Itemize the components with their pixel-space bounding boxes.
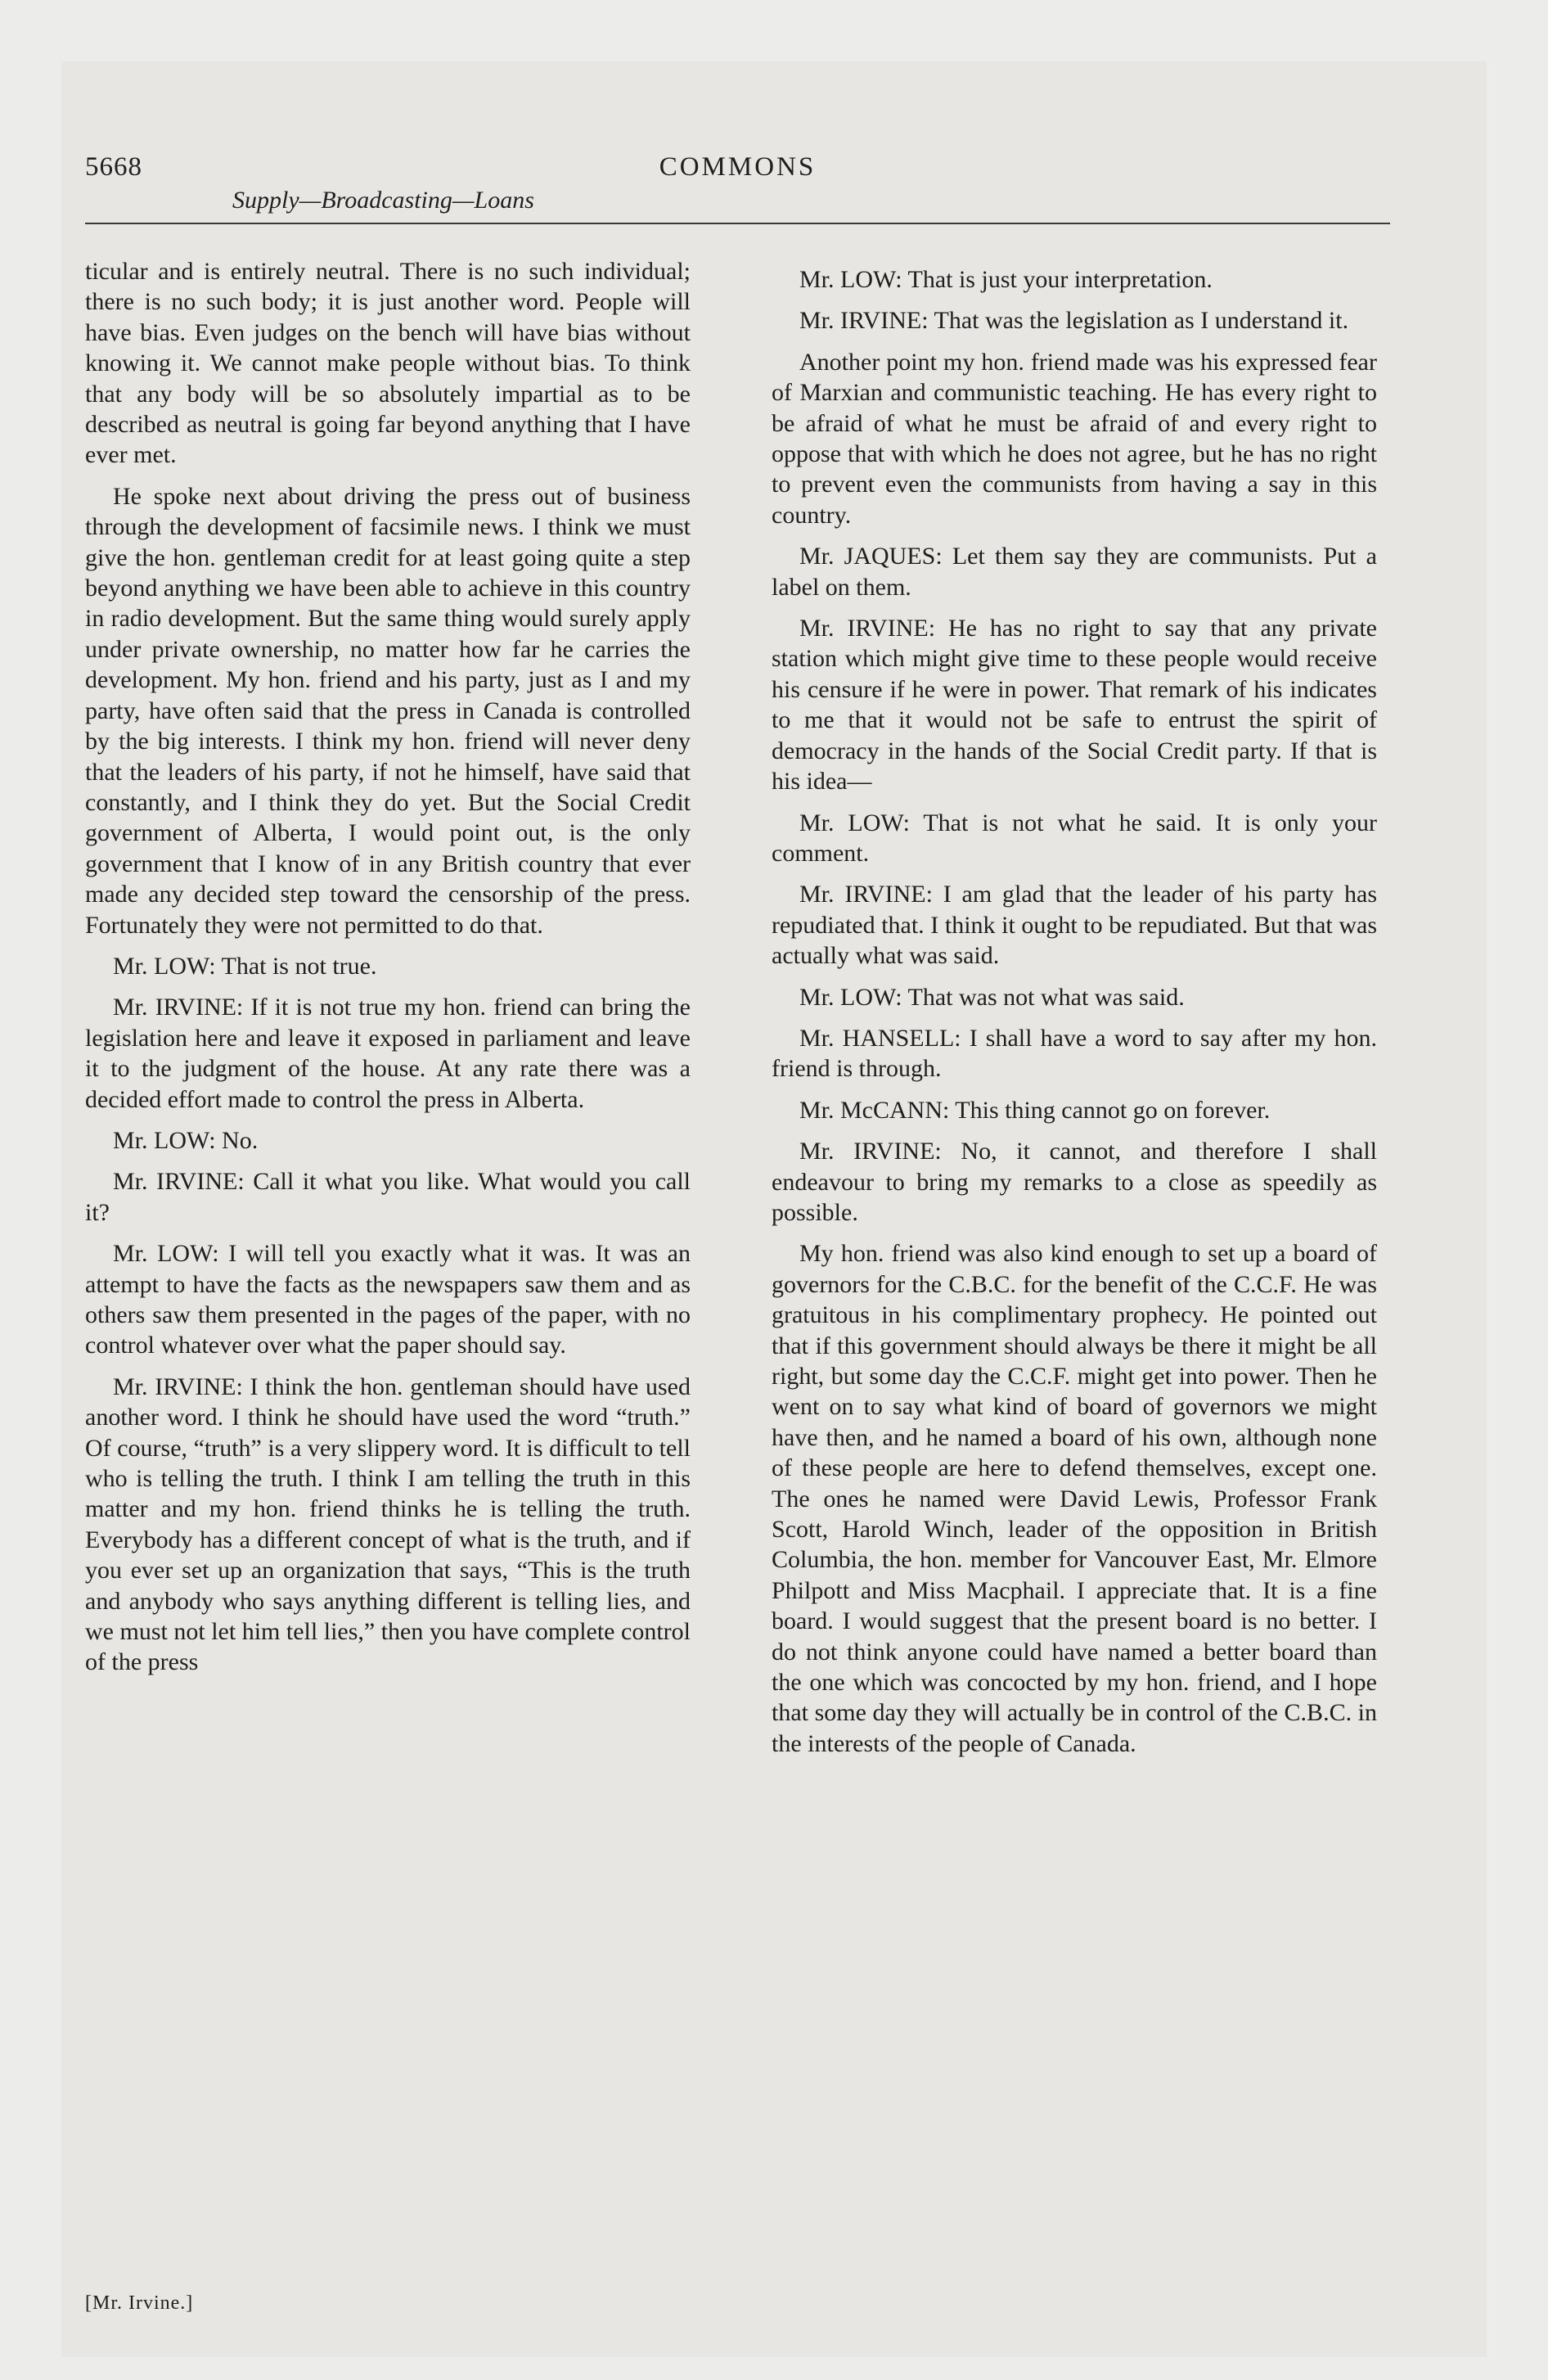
speech-paragraph: Mr. McCANN: This thing cannot go on forever. <box>799 1096 1271 1124</box>
right-column <box>772 256 1377 1769</box>
speech-paragraph: Mr. LOW: That is not what he said. It is only your comment. <box>772 809 1377 867</box>
speech-paragraph: Mr. LOW: That is just your interpretation. <box>799 266 1213 293</box>
speech-paragraph: Mr. LOW: I will tell you exactly what it was. It was an attempt to have the facts as the newspapers saw them and as others saw them presented in the pages of the paper, with no control whatever over what the paper should say. <box>85 1240 691 1359</box>
speech-paragraph: Mr. IRVINE: No, it cannot, and therefore I shall endeavour to bring my remarks to a close as speedily as possible. <box>772 1138 1377 1226</box>
speech-paragraph: Mr. LOW: That was not what was said. <box>799 983 1185 1011</box>
speech-paragraph: Mr. IRVINE: If it is not true my hon. friend can bring the legislation here and leave it exposed in parliament and leave it to the judgment of the house. At any rate there was a decided effort made to control the press in Alberta. <box>85 994 691 1113</box>
page-header <box>85 137 1390 229</box>
page-footer: [Mr. Irvine.] <box>85 2292 194 2314</box>
paragraph: Another point my hon. friend made was his expressed fear of Marxian and communistic teaching. He has every right to be afraid of what he must be afraid of and every right to oppose that with which he does not agree, but he has no right to prevent even the communists from having a say in this country. <box>772 348 1377 529</box>
page-number: 5668 <box>85 152 142 182</box>
paragraph: ticular and is entirely neutral. There is no such individual; there is no such body; it is just another word. People will have bias. Even judges on the bench will have bias without knowing it. We cannot make people without bias. To think that any body will be so absolutely impartial as to be described as neutral is going far beyond anything that I have ever met. <box>85 258 691 469</box>
hansard-page <box>85 137 1390 2315</box>
running-title: COMMONS <box>659 152 817 182</box>
speech-paragraph: Mr. LOW: That is not true. <box>113 952 377 980</box>
left-column <box>85 256 691 1688</box>
speech-paragraph: Mr. JAQUES: Let them say they are communists. Put a label on them. <box>772 543 1377 601</box>
subject-line: Supply—Broadcasting—Loans <box>232 187 534 214</box>
speech-paragraph: Mr. IRVINE: I think the hon. gentleman should have used another word. I think he should have used the word “truth.” Of course, “truth” is a very slippery word. It is difficult to tell who is telling the truth. I think I am telling the truth in this matter and my hon. friend thinks he is telling the truth. Everybody has a different concept of what is the truth, and if you ever set up an organization that says, “This is the truth and anybody who says anything different is telling lies, and we must not let him tell lies,” then you have complete control of the press <box>85 1373 691 1676</box>
speech-paragraph: Mr. HANSELL: I shall have a word to say after my hon. friend is through. <box>772 1024 1377 1083</box>
header-rule <box>85 223 1390 224</box>
paragraph: My hon. friend was also kind enough to set up a board of governors for the C.B.C. for the benefit of the C.C.F. He was gratuitous in his complimentary prophecy. He pointed out that if this government should always be there it might be all right, but some day the C.C.F. might get into power. Then he went on to say what kind of board of governors we might have then, and he named a board of his own, although none of these people are here to defend themselves, except one. The ones he named were David Lewis, Professor Frank Scott, Harold Winch, leader of the opposition in British Columbia, the hon. member for Vancouver East, Mr. Elmore Philpott and Miss Macphail. I appreciate that. It is a fine board. I would suggest that the present board is no better. I do not think anyone could have named a better board than the one which was concocted by my hon. friend, and I hope that some day they will actually be in control of the C.B.C. in the interests of the people of Canada. <box>772 1240 1377 1757</box>
speech-paragraph: Mr. IRVINE: I am glad that the leader of his party has repudiated that. I think it ought to be repudiated. But that was actually what was said. <box>772 881 1377 970</box>
speech-paragraph: Mr. LOW: No. <box>113 1126 259 1154</box>
paragraph: He spoke next about driving the press out of business through the development of facsimile news. I think we must give the hon. gentleman credit for at least going quite a step beyond anything we have been able to achieve in this country in radio development. But the same thing would surely apply under private ownership, no matter how far he carries the development. My hon. friend and his party, just as I and my party, have often said that the press in Canada is controlled by the big interests. I think my hon. friend will never deny that the leaders of his party, if not he himself, have said that constantly, and I think they do yet. But the Social Credit government of Alberta, I would point out, is the only government that I know of in any British country that ever made any decided step toward the censorship of the press. Fortunately they were not permitted to do that. <box>85 482 691 939</box>
speech-paragraph: Mr. IRVINE: Call it what you like. What would you call it? <box>85 1168 691 1226</box>
speech-paragraph: Mr. IRVINE: That was the legislation as I understand it. <box>799 307 1349 335</box>
speech-paragraph: Mr. IRVINE: He has no right to say that any private station which might give time to these people would receive his censure if he were in power. That remark of his indicates to me that it would not be safe to entrust the spirit of democracy in the hands of the Social Credit party. If that is his idea— <box>772 615 1377 796</box>
